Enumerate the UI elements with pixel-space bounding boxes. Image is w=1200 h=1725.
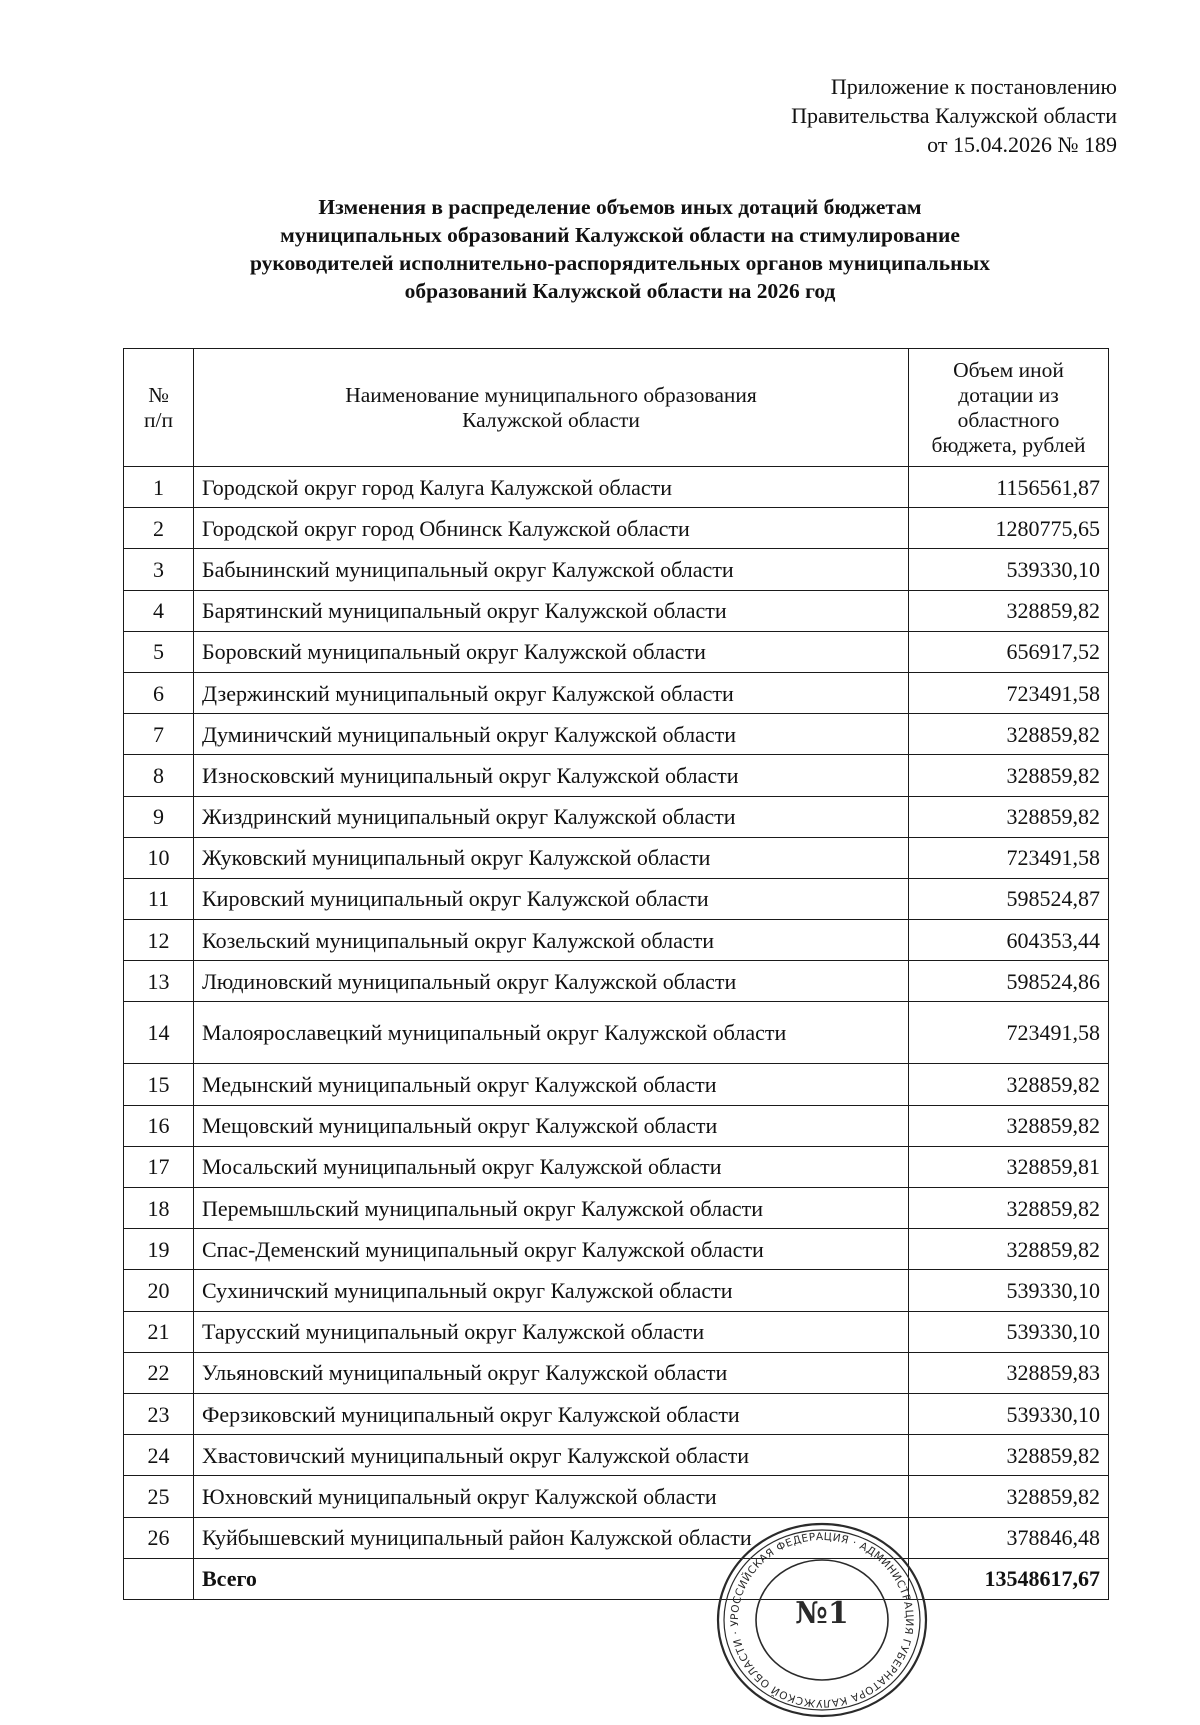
table-row [124,549,1109,590]
svg-text:РОССИЙСКАЯ ФЕДЕРАЦИЯ · АДМИНИС: РОССИЙСКАЯ ФЕДЕРАЦИЯ · АДМИНИСТРАЦИЯ ГУБЕРНАТОРА КАЛУЖСКОЙ ОБЛАСТИ · У [728,1530,916,1710]
table-row [124,796,1109,837]
total-value: 13548617,67 [909,1558,1109,1599]
row-value: 378846,48 [909,1517,1109,1558]
row-num: 11 [124,878,194,919]
row-value: 539330,10 [909,1311,1109,1352]
title-line-2: муниципальных образований Калужской области на стимулирование [280,223,960,247]
table-row [124,1105,1109,1146]
title-line-3: руководителей исполнительно-распорядительных органов муниципальных [249,251,991,275]
row-value: 598524,86 [909,961,1109,1002]
row-value: 328859,82 [909,1229,1109,1270]
row-value: 1280775,65 [909,508,1109,549]
row-name: Барятинский муниципальный округ Калужской области [194,590,909,631]
row-name: Малоярославецкий муниципальный округ Калужской области [194,1002,909,1064]
row-value: 604353,44 [909,920,1109,961]
table-row [124,920,1109,961]
table-row [124,837,1109,878]
row-num: 3 [124,549,194,590]
row-num: 19 [124,1229,194,1270]
table-row [124,1002,1109,1064]
table-row [124,590,1109,631]
title-line-4: образований Калужской области на 2026 год [404,279,836,303]
table-row [124,1229,1109,1270]
row-name: Юхновский муниципальный округ Калужской области [194,1476,909,1517]
row-num: 16 [124,1105,194,1146]
appendix-line-1: Приложение к постановлению [830,74,1117,99]
row-num: 10 [124,837,194,878]
row-name: Бабынинский муниципальный округ Калужской области [194,549,909,590]
row-name: Медынский муниципальный округ Калужской области [194,1064,909,1105]
row-name: Людиновский муниципальный округ Калужской области [194,961,909,1002]
table-row [124,1188,1109,1229]
row-name: Жиздринский муниципальный округ Калужской области [194,796,909,837]
row-value: 723491,58 [909,837,1109,878]
row-name: Думиничский муниципальный округ Калужской области [194,714,909,755]
row-value: 656917,52 [909,631,1109,672]
row-name: Мосальский муниципальный округ Калужской области [194,1146,909,1187]
row-value: 328859,82 [909,796,1109,837]
total-num-cell [124,1558,194,1599]
appendix-header [791,72,1117,159]
total-label: Всего [194,1558,909,1599]
table-row [124,878,1109,919]
row-value: 539330,10 [909,1393,1109,1434]
title-line-1: Изменения в распределение объемов иных дотаций бюджетам [318,195,922,219]
column-header-name: Наименование муниципального образования Калужской области [194,349,909,467]
row-name: Городской округ город Обнинск Калужской области [194,508,909,549]
row-name: Мещовский муниципальный округ Калужской области [194,1105,909,1146]
row-num: 22 [124,1352,194,1393]
table-row [124,1311,1109,1352]
subsidy-table [123,348,1109,1600]
row-num: 13 [124,961,194,1002]
row-name: Боровский муниципальный округ Калужской области [194,631,909,672]
row-name: Тарусский муниципальный округ Калужской области [194,1311,909,1352]
table-row [124,467,1109,508]
row-num: 1 [124,467,194,508]
row-value: 539330,10 [909,549,1109,590]
row-name: Жуковский муниципальный округ Калужской области [194,837,909,878]
row-num: 24 [124,1435,194,1476]
row-name: Козельский муниципальный округ Калужской области [194,920,909,961]
row-name: Куйбышевский муниципальный район Калужской области [194,1517,909,1558]
row-name: Хвастовичский муниципальный округ Калужской области [194,1435,909,1476]
row-num: 18 [124,1188,194,1229]
row-value: 328859,82 [909,1476,1109,1517]
row-value: 723491,58 [909,1002,1109,1064]
row-name: Дзержинский муниципальный округ Калужской области [194,672,909,713]
table-row [124,631,1109,672]
row-value: 328859,82 [909,1435,1109,1476]
row-name: Сухиничский муниципальный округ Калужской области [194,1270,909,1311]
row-name: Износковский муниципальный округ Калужской области [194,755,909,796]
table-row [124,672,1109,713]
total-row [124,1558,1109,1599]
row-num: 12 [124,920,194,961]
table-row [124,1476,1109,1517]
row-num: 17 [124,1146,194,1187]
row-value: 598524,87 [909,878,1109,919]
row-name: Кировский муниципальный округ Калужской области [194,878,909,919]
row-num: 6 [124,672,194,713]
row-num: 23 [124,1393,194,1434]
table-row [124,508,1109,549]
row-name: Ферзиковский муниципальный округ Калужской области [194,1393,909,1434]
table-row [124,1517,1109,1558]
row-num: 26 [124,1517,194,1558]
row-num: 20 [124,1270,194,1311]
row-name: Ульяновский муниципальный округ Калужской области [194,1352,909,1393]
appendix-line-3: от 15.04.2026 № 189 [927,132,1117,157]
table-row [124,1064,1109,1105]
row-value: 539330,10 [909,1270,1109,1311]
row-value: 328859,82 [909,1188,1109,1229]
table-row [124,1352,1109,1393]
table-row [124,1146,1109,1187]
table-row [124,961,1109,1002]
row-value: 328859,82 [909,1064,1109,1105]
row-value: 328859,82 [909,714,1109,755]
document-title [100,193,1140,305]
row-num: 5 [124,631,194,672]
row-name: Спас-Деменский муниципальный округ Калужской области [194,1229,909,1270]
row-name: Перемышльский муниципальный округ Калужской области [194,1188,909,1229]
stamp-number: №1 [795,1596,849,1631]
table-row [124,755,1109,796]
column-header-value: Объем иной дотации из областного бюджета, рублей [909,349,1109,467]
row-value: 328859,81 [909,1146,1109,1187]
row-value: 328859,82 [909,590,1109,631]
row-num: 14 [124,1002,194,1064]
row-name: Городской округ город Калуга Калужской области [194,467,909,508]
column-header-num: № п/п [124,349,194,467]
row-num: 2 [124,508,194,549]
row-num: 4 [124,590,194,631]
row-num: 7 [124,714,194,755]
table-header-row [124,349,1109,467]
appendix-line-2: Правительства Калужской области [791,103,1117,128]
table-row [124,1270,1109,1311]
table-row [124,714,1109,755]
row-value: 1156561,87 [909,467,1109,508]
table-row [124,1435,1109,1476]
row-num: 9 [124,796,194,837]
row-num: 21 [124,1311,194,1352]
row-value: 328859,83 [909,1352,1109,1393]
table-row [124,1393,1109,1434]
row-num: 8 [124,755,194,796]
row-num: 15 [124,1064,194,1105]
row-value: 723491,58 [909,672,1109,713]
row-value: 328859,82 [909,755,1109,796]
row-num: 25 [124,1476,194,1517]
row-value: 328859,82 [909,1105,1109,1146]
